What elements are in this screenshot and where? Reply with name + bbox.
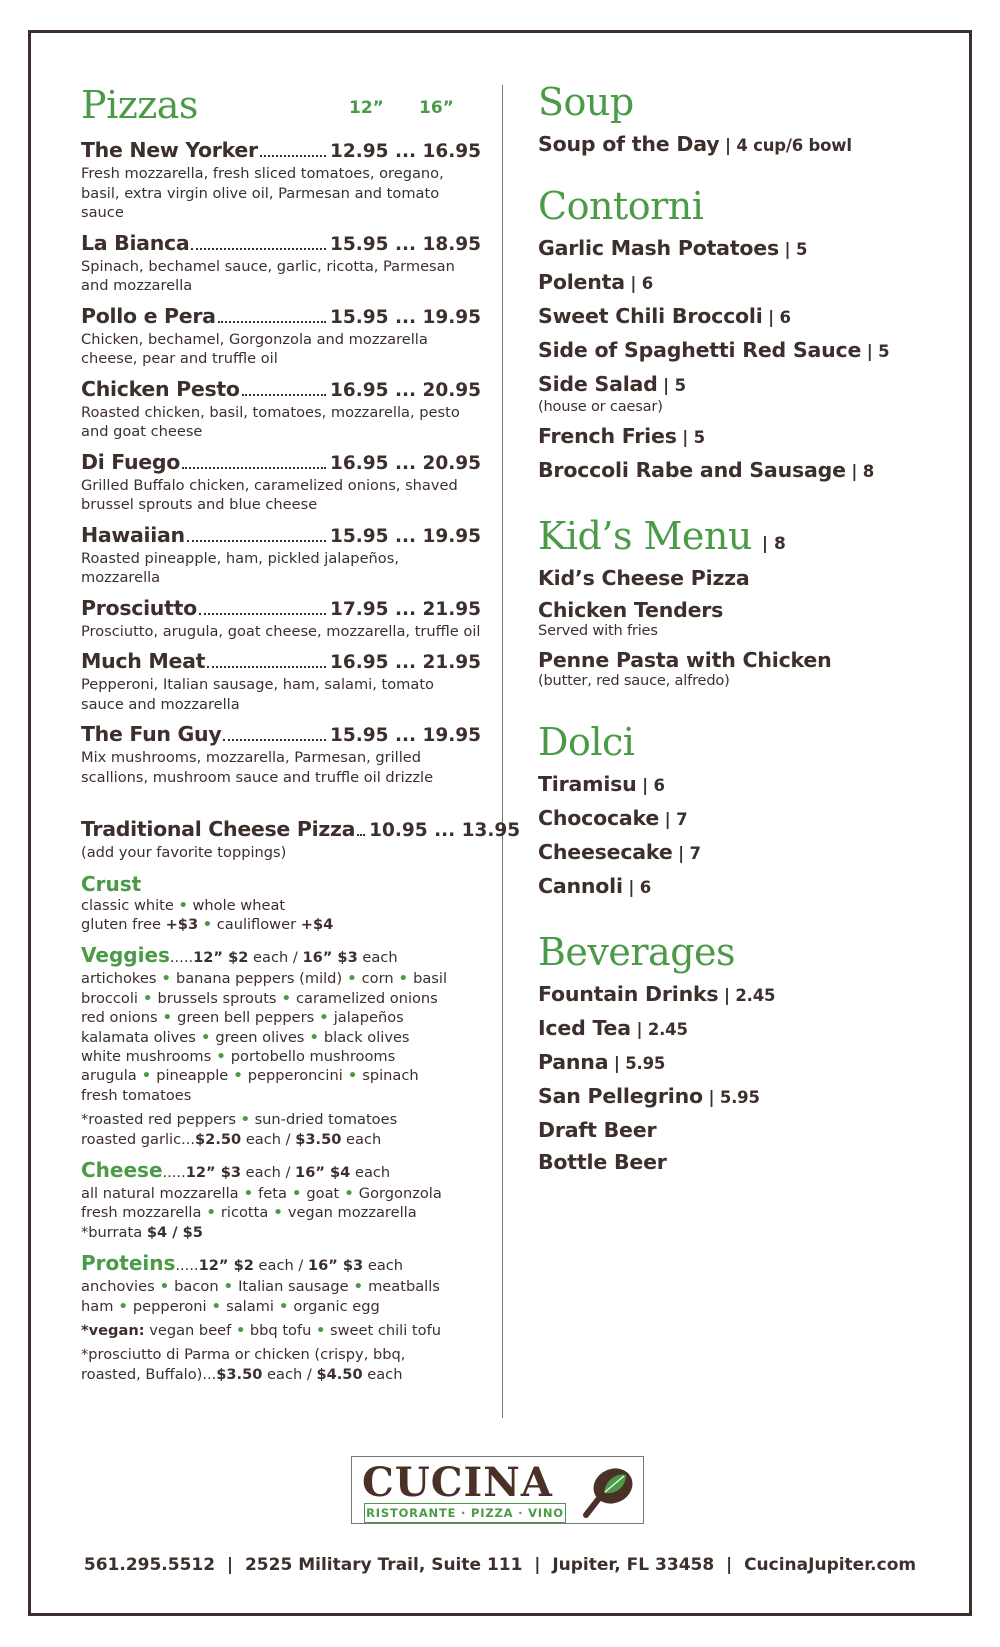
topping-option: meatballs <box>368 1278 440 1296</box>
menu-item-price: | 6 <box>624 274 654 293</box>
pizzas-title: Pizzas <box>81 83 198 127</box>
menu-item <box>538 566 958 590</box>
proteins-title: Proteins <box>81 1251 176 1276</box>
menu-item <box>538 772 958 798</box>
crust-option: whole wheat <box>192 896 286 914</box>
menu-item-name: Sweet Chili Broccoli <box>538 304 763 328</box>
leader-dots <box>242 394 326 396</box>
beverages-items <box>538 982 958 1174</box>
pizza-price: 15.95 ... 18.95 <box>330 233 481 255</box>
kids-items <box>538 566 958 690</box>
veggies-header: Veggies.....12” $2 each / 16” $3 each <box>81 943 398 968</box>
menu-item-note: (house or caesar) <box>538 398 663 415</box>
pizza-name: Di Fuego <box>81 449 181 474</box>
bullet: • <box>268 1204 288 1222</box>
topping-option: ricotta <box>220 1204 269 1222</box>
menu-item-name: Polenta <box>538 270 625 294</box>
menu-item <box>538 132 958 158</box>
pizza-description: Chicken, bechamel, Gorgonzola and mozzarella cheese, pear and truffle oil <box>81 330 428 367</box>
pizza-price: 16.95 ... 21.95 <box>330 652 481 673</box>
topping-option: jalapeños <box>333 1009 404 1027</box>
topping-option: caramelized onions <box>296 989 438 1007</box>
menu-item-price-value: 2.45 <box>647 1020 688 1039</box>
topping-option: portobello mushrooms <box>230 1047 396 1065</box>
leader-dots <box>223 739 326 741</box>
pizza-name: La Bianca <box>81 230 190 255</box>
bullet: • <box>348 1278 369 1296</box>
cheese-price-large: 16” $4 <box>295 1163 351 1181</box>
topping-option: green bell peppers <box>177 1009 315 1027</box>
menu-item-price-value: 5 <box>693 428 705 447</box>
size-large-header: 16” <box>419 98 454 118</box>
bullet: • <box>195 1028 216 1046</box>
bullet: • <box>201 1204 221 1222</box>
menu-item-name: Cheesecake <box>538 840 673 864</box>
menu-item-price-value: 7 <box>676 810 688 829</box>
menu-item <box>538 270 958 296</box>
pizza-price: 10.95 ... 13.95 <box>369 820 521 841</box>
dolci-title: Dolci <box>538 720 635 764</box>
menu-item-price-value: 7 <box>689 844 701 863</box>
menu-item <box>538 1150 958 1174</box>
topping-line <box>81 1086 481 1105</box>
pizza-item <box>81 596 481 642</box>
topping-option: bacon <box>174 1278 219 1296</box>
pizza-item <box>81 649 481 714</box>
bullet: • <box>316 1322 326 1339</box>
contorni-section <box>538 184 958 484</box>
pizza-name: Prosciutto <box>81 595 197 620</box>
menu-item-note: Served with fries <box>538 622 658 639</box>
pizza-description: (add your favorite toppings) <box>81 844 287 861</box>
veggies-price-small: 12” $2 <box>193 949 249 967</box>
topping-option: broccoli <box>81 989 138 1007</box>
menu-item-price: | 8 <box>845 462 874 481</box>
proteins-header: Proteins.....12” $2 each / 16” $3 each <box>81 1251 404 1276</box>
topping-option: roasted garlic... <box>81 1130 196 1148</box>
leader-dots <box>187 540 326 542</box>
menu-item <box>538 982 958 1008</box>
menu-item-price-value: 6 <box>639 878 652 897</box>
topping-option: bbq tofu <box>249 1322 312 1339</box>
topping-option: banana peppers (mild) <box>175 970 343 988</box>
menu-item-price-value: 2.45 <box>735 986 776 1005</box>
pizza-price: 15.95 ... 19.95 <box>330 525 481 547</box>
veggies-group <box>81 944 481 1149</box>
footer-contact <box>28 1555 972 1575</box>
bullet: • <box>218 1278 239 1296</box>
bullet: • <box>136 1067 157 1085</box>
bullet: • <box>393 970 414 988</box>
leader-dots <box>182 467 326 469</box>
bullet: • <box>157 1009 178 1027</box>
pizza-name: Chicken Pesto <box>81 376 240 401</box>
menu-item <box>538 338 958 364</box>
premium-price-large: $3.50 <box>295 1130 342 1148</box>
leader-dots <box>260 155 326 157</box>
soup-title: Soup <box>538 80 634 124</box>
bullet: • <box>206 1297 227 1315</box>
bullet: • <box>304 1028 324 1046</box>
pizza-description: Roasted pineapple, ham, pickled jalapeños, mozzarella <box>81 549 399 586</box>
bullet: • <box>228 1067 248 1085</box>
cheese-options <box>81 1184 481 1223</box>
topping-line <box>81 1047 481 1066</box>
menu-item <box>538 424 958 450</box>
pizza-item <box>81 523 481 588</box>
crust-line-2 <box>81 915 481 934</box>
pizza-description: Spinach, bechamel sauce, garlic, ricotta, Parmesan and mozzarella <box>81 257 455 294</box>
menu-item-name: Panna <box>538 1050 609 1074</box>
cheese-header: Cheese.....12” $3 each / 16” $4 each <box>81 1157 391 1182</box>
menu-item-name: Garlic Mash Potatoes <box>538 236 780 260</box>
left-column <box>81 80 521 1384</box>
crust-title: Crust <box>81 871 142 896</box>
pizza-description: Mix mushrooms, mozzarella, Parmesan, grilled scallions, mushroom sauce and truffle oil drizzle <box>81 749 434 786</box>
leader-dots <box>191 248 326 250</box>
topping-option: all natural mozzarella <box>81 1184 239 1202</box>
kids-title: Kid’s Menu <box>538 514 752 558</box>
phone-number: 561.295.5512 <box>83 1555 216 1575</box>
bullet: • <box>339 1184 359 1202</box>
menu-item-name: Side of Spaghetti Red Sauce <box>538 338 862 362</box>
pizza-name: Hawaiian <box>81 522 185 547</box>
veggies-title: Veggies <box>81 943 170 968</box>
crust-line-1 <box>81 896 481 915</box>
bullet: • <box>238 1184 259 1202</box>
topping-option: basil <box>413 970 448 988</box>
topping-option: vegan beef <box>149 1322 232 1339</box>
menu-item-name: Kid’s Cheese Pizza <box>538 566 750 590</box>
topping-line <box>81 1203 481 1222</box>
bullet: • <box>202 915 213 933</box>
topping-option: corn <box>361 970 394 988</box>
bullet: • <box>342 1067 363 1085</box>
pizza-item <box>81 377 481 442</box>
veggies-options <box>81 969 481 1105</box>
bullet: • <box>286 1184 307 1202</box>
topping-option: *burrata <box>81 1223 143 1241</box>
contorni-title: Contorni <box>538 184 704 228</box>
topping-option: *prosciutto di Parma or chicken (crispy, bbq, <box>81 1346 406 1364</box>
topping-option: organic egg <box>293 1297 380 1315</box>
pizza-name: Much Meat <box>81 649 206 673</box>
menu-item-name: Chococake <box>538 806 660 830</box>
topping-option: arugula <box>81 1067 137 1085</box>
menu-item <box>538 458 958 484</box>
proteins-price-small: 12” $2 <box>198 1257 254 1275</box>
bullet: • <box>137 989 158 1007</box>
topping-option: Italian sausage <box>238 1278 349 1296</box>
proteins-vegan <box>81 1321 481 1340</box>
bullet: • <box>276 989 297 1007</box>
pizza-item <box>81 450 481 515</box>
menu-item-price: | 6 <box>762 308 791 327</box>
pizza-item <box>81 304 481 369</box>
bullet: • <box>211 1047 231 1065</box>
bullet: • <box>156 970 176 988</box>
topping-option: kalamata olives <box>81 1028 196 1046</box>
pizzas-header <box>81 80 481 130</box>
kids-price-value: 8 <box>774 534 786 554</box>
kids-price: | 8 <box>761 534 786 554</box>
topping-option: *roasted red peppers <box>81 1111 236 1129</box>
city: Jupiter, FL 33458 <box>552 1555 715 1575</box>
traditional-cheese-pizza <box>81 817 521 863</box>
menu-item-price: | 2.45 <box>718 986 776 1005</box>
crust-option: classic white <box>81 896 174 914</box>
topping-option: fresh mozzarella <box>81 1204 202 1222</box>
proteins-premium: *prosciutto di Parma or chicken (crispy, bbq, roasted, Buffalo)...$3.50 each / $4.50 each <box>81 1346 406 1383</box>
menu-item <box>538 648 958 690</box>
topping-option: artichokes <box>81 970 157 988</box>
crust-option-price: +$4 <box>300 915 334 933</box>
logo-wordmark: CUCINA <box>362 1459 553 1506</box>
pizza-price: 16.95 ... 20.95 <box>330 452 481 474</box>
menu-item-name: Side Salad <box>538 372 658 396</box>
pizza-price: 12.95 ... 16.95 <box>330 141 481 162</box>
kids-section <box>538 514 958 690</box>
menu-item-price: | 5.95 <box>608 1054 666 1073</box>
menu-item-name: Broccoli Rabe and Sausage <box>538 458 846 482</box>
menu-item <box>538 874 958 900</box>
topping-option: pepperoncini <box>247 1067 343 1085</box>
proteins-options <box>81 1277 481 1316</box>
menu-item <box>538 304 958 330</box>
website-link[interactable]: CucinaJupiter.com <box>744 1555 917 1575</box>
bullet: • <box>240 1111 250 1129</box>
menu-item-name: Cannoli <box>538 874 623 898</box>
kids-header <box>538 514 958 558</box>
pizza-description: Roasted chicken, basil, tomatoes, mozzarella, pesto and goat cheese <box>81 403 460 440</box>
topping-option: roasted, Buffalo)... <box>81 1365 217 1383</box>
menu-item-note: (butter, red sauce, alfredo) <box>538 672 730 689</box>
topping-line <box>81 1184 481 1203</box>
menu-item-name: Draft Beer <box>538 1118 657 1142</box>
menu-item-price: | 5.95 <box>702 1088 760 1107</box>
crust-option: gluten free <box>81 915 161 933</box>
menu-item-price-value: 5.95 <box>625 1054 666 1073</box>
menu-item <box>538 598 958 640</box>
topping-line <box>81 1066 481 1085</box>
menu-item-price: | 5 <box>779 240 808 259</box>
topping-line <box>81 1297 481 1316</box>
menu-item-price: | 7 <box>659 810 688 829</box>
menu-item-name: Bottle Beer <box>538 1150 667 1174</box>
menu-item-price-value: 6 <box>653 776 665 795</box>
menu-item <box>538 806 958 832</box>
pizza-description: Prosciutto, arugula, goat cheese, mozzarella, truffle oil <box>81 622 481 640</box>
menu-item-price-value: 6 <box>641 274 654 293</box>
pizza-name: Traditional Cheese Pizza <box>81 817 356 841</box>
menu-item <box>538 236 958 262</box>
pizza-description: Fresh mozzarella, fresh sliced tomatoes, oregano, basil, extra virgin olive oil, Parmesan and tomato sauce <box>81 165 444 221</box>
menu-item <box>538 840 958 866</box>
menu-item-name: Penne Pasta with Chicken <box>538 648 832 672</box>
pizza-name: Pollo e Pera <box>81 303 216 328</box>
topping-line <box>81 969 481 988</box>
veggies-premium: *roasted red peppers • sun-dried tomatoes roasted garlic...$2.50 each / $3.50 each <box>81 1111 398 1148</box>
bullet: • <box>342 970 362 988</box>
bullet: • <box>314 1009 334 1027</box>
topping-line <box>81 989 481 1008</box>
topping-line <box>81 1277 481 1296</box>
pizza-item <box>81 231 481 296</box>
menu-item-price: | 6 <box>622 878 652 897</box>
pizza-item <box>81 722 481 787</box>
pizza-name: The Fun Guy <box>81 722 222 746</box>
topping-line <box>81 1028 481 1047</box>
topping-option: spinach <box>362 1067 419 1085</box>
topping-option: Gorgonzola <box>358 1184 442 1202</box>
menu-item-price: | 5 <box>676 428 705 447</box>
burrata-price: $4 / $5 <box>146 1223 203 1241</box>
proteins-group <box>81 1252 481 1384</box>
menu-item-name: Iced Tea <box>538 1016 631 1040</box>
premium-price-large: $4.50 <box>316 1365 363 1383</box>
menu-item-name: French Fries <box>538 424 677 448</box>
separator: | <box>221 1555 240 1575</box>
crust-group <box>81 873 481 935</box>
soup-items <box>538 132 958 158</box>
menu-item-price-value: 6 <box>779 308 791 327</box>
topping-option: green olives <box>215 1028 305 1046</box>
topping-option: vegan mozzarella <box>287 1204 417 1222</box>
topping-option: anchovies <box>81 1278 155 1296</box>
pizza-peel-leaf-icon <box>580 1463 636 1519</box>
dolci-section <box>538 720 958 900</box>
leader-dots <box>207 666 326 668</box>
topping-option: goat <box>306 1184 340 1202</box>
topping-option: salami <box>226 1297 274 1315</box>
topping-option: pepperoni <box>132 1297 207 1315</box>
menu-item <box>538 1118 958 1142</box>
pizza-name: The New Yorker <box>81 138 258 162</box>
cheese-price-small: 12” $3 <box>185 1163 242 1181</box>
pizza-description: Pepperoni, Italian sausage, ham, salami, tomato sauce and mozzarella <box>81 676 434 713</box>
menu-item-name: San Pellegrino <box>538 1084 703 1108</box>
menu-item-price-value: 5 <box>674 376 686 395</box>
bullet: • <box>178 896 188 914</box>
premium-price-small: $3.50 <box>216 1365 263 1383</box>
bullet: • <box>235 1322 246 1339</box>
topping-option: red onions <box>81 1009 158 1027</box>
bullet: • <box>154 1278 175 1296</box>
pizza-price: 15.95 ... 19.95 <box>330 725 481 746</box>
bullet: • <box>273 1297 294 1315</box>
bullet: • <box>113 1297 133 1315</box>
pizza-price: 17.95 ... 21.95 <box>330 598 481 620</box>
crust-option: cauliflower <box>216 915 297 933</box>
dolci-items <box>538 772 958 900</box>
menu-item-price-value: 5.95 <box>719 1088 760 1107</box>
logo-tagline: RISTORANTE · PIZZA · VINO <box>364 1503 566 1523</box>
column-divider <box>502 85 503 1418</box>
pizza-price: 15.95 ... 19.95 <box>330 306 481 328</box>
separator: | <box>720 1555 739 1575</box>
menu-item-price: | 5 <box>657 376 686 395</box>
menu-item-name: Chicken Tenders <box>538 598 724 622</box>
topping-option: ham <box>81 1297 114 1315</box>
cheese-title: Cheese <box>81 1157 163 1182</box>
right-column <box>538 80 958 1204</box>
size-small-header: 12” <box>349 98 384 118</box>
topping-option: feta <box>258 1184 287 1202</box>
crust-option-price: +$3 <box>165 915 199 933</box>
vegan-label: *vegan: <box>81 1322 145 1339</box>
pizza-item <box>81 138 481 223</box>
premium-price-small: $2.50 <box>195 1130 242 1148</box>
topping-option: black olives <box>323 1028 410 1046</box>
leader-dots <box>199 613 326 615</box>
menu-item <box>538 372 958 416</box>
contorni-items <box>538 236 958 484</box>
cheese-burrata <box>81 1223 481 1242</box>
pizza-description: Grilled Buffalo chicken, caramelized onions, shaved brussel sprouts and blue cheese <box>81 476 458 513</box>
menu-item-price: | 6 <box>636 776 665 795</box>
menu-item-price-value: 8 <box>862 462 874 481</box>
topping-line <box>81 1008 481 1027</box>
menu-item-price: | 4 cup/6 bowl <box>719 136 852 155</box>
menu-item-name: Fountain Drinks <box>538 982 719 1006</box>
beverages-section <box>538 930 958 1174</box>
leader-dots <box>357 834 365 836</box>
topping-option: fresh tomatoes <box>81 1086 192 1104</box>
menu-item <box>538 1016 958 1042</box>
address: 2525 Military Trail, Suite 111 <box>244 1555 523 1575</box>
pizza-list <box>81 138 481 787</box>
menu-item-price: | 5 <box>861 342 890 361</box>
soup-section <box>538 80 958 158</box>
menu-item-price-value: 5 <box>878 342 890 361</box>
menu-item-price-value: 4 cup/6 bowl <box>736 136 852 155</box>
topping-option: white mushrooms <box>81 1047 212 1065</box>
pizza-price: 16.95 ... 20.95 <box>330 379 481 401</box>
topping-option: pineapple <box>156 1067 229 1085</box>
separator: | <box>528 1555 547 1575</box>
menu-item <box>538 1084 958 1110</box>
menu-item-price-value: 5 <box>795 240 808 259</box>
topping-option: brussels sprouts <box>157 989 277 1007</box>
cucina-logo <box>351 1456 644 1524</box>
cheese-group <box>81 1159 481 1242</box>
beverages-title: Beverages <box>538 930 736 974</box>
topping-option: sun-dried tomatoes <box>254 1111 398 1129</box>
menu-item-name: Soup of the Day <box>538 132 720 156</box>
menu-item-price: | 7 <box>672 844 701 863</box>
menu-item <box>538 1050 958 1076</box>
leader-dots <box>218 321 326 323</box>
proteins-price-large: 16” $3 <box>307 1257 364 1275</box>
topping-option: sweet chili tofu <box>329 1322 441 1339</box>
menu-item-price: | 2.45 <box>630 1020 688 1039</box>
veggies-price-large: 16” $3 <box>302 949 358 967</box>
menu-item-name: Tiramisu <box>538 772 637 796</box>
